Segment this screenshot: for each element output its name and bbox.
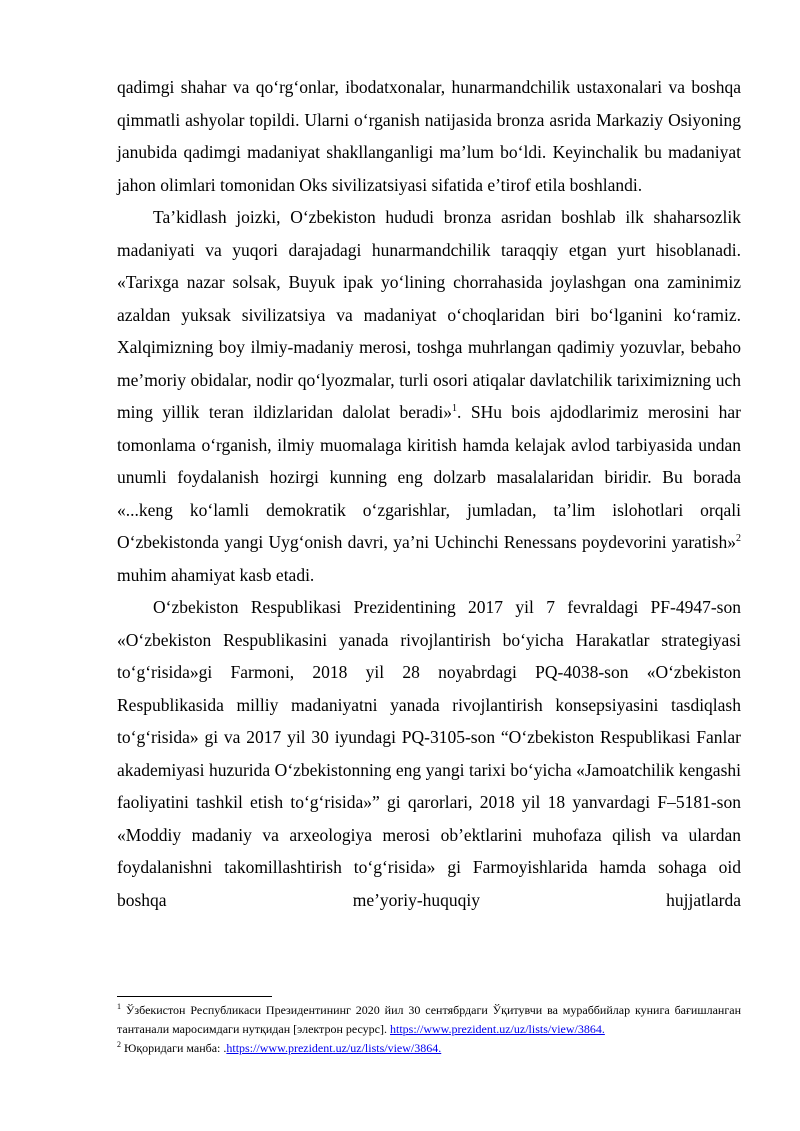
- paragraph-3: [117, 591, 741, 916]
- footnote-2-link[interactable]: https://www.prezident.uz/uz/lists/view/3864.: [226, 1041, 442, 1055]
- footnotes: [117, 1001, 741, 1058]
- footnote-1-link[interactable]: https://www.prezident.uz/uz/lists/view/3864.: [390, 1022, 605, 1036]
- footnote-2: [117, 1039, 741, 1058]
- footnote-2-text: Юқоридаги манба: .: [121, 1041, 227, 1055]
- body-text: [117, 71, 741, 916]
- footnote-ref-2[interactable]: 2: [736, 533, 741, 545]
- paragraph-2-text-c: muhim ahamiyat kasb etadi.: [117, 564, 315, 585]
- paragraph-1-text: qadimgi shahar va qo‘rg‘onlar, ibodatxonalar, hunarmandchilik ustaxonalari va boshqa qimmatli ashyolar topildi. Ularni o‘rganish natijasida bronza asrida Markaziy Osiyoning janubida qadimgi madaniyat shakllanganligi ma’lum bo‘ldi. Keyinchalik bu madaniyat jahon olimlari tomonidan Oks sivilizatsiyasi sifatida e’tirof etila boshlandi.: [117, 77, 741, 195]
- footnote-ref-1[interactable]: 1: [452, 403, 457, 415]
- footnote-1-marker: 1: [117, 1002, 121, 1011]
- paragraph-2: [117, 201, 741, 591]
- footnote-1: [117, 1001, 741, 1039]
- paragraph-3-text: O‘zbekiston Respublikasi Prezidentining 2017 yil 7 fevraldagi PF-4947-son «O‘zbekiston Respublikasini yanada rivojlantirish bo‘yicha Harakatlar strategiyasi to‘g‘risida»gi Farmoni, 2018 yil 28 noyabrdagi PQ-4038-son «O‘zbekiston Respublikasida milliy madaniyatni yanada rivojlantirish konsepsiyasini tasdiqlash to‘g‘risida» gi va 2017 yil 30 iyundagi PQ-3105-son “O‘zbekiston Respublikasi Fanlar akademiyasi huzurida O‘zbekistonning eng yangi tarixi bo‘yicha «Jamoatchilik kengashi faoliyatini tashkil etish to‘g‘risida»” gi qarorlari, 2018 yil 18 yanvardagi F–5181-son «Moddiy madaniy va arxeologiya merosi ob’ektlarini muhofaza qilish va ulardan foydalanishni takomillashtirish to‘g‘risida» gi Farmoyishlarida hamda sohaga oid boshqa me’yoriy-huquqiy hujjatlarda: [117, 597, 741, 910]
- footnote-1-text: Ўзбекистон Республикаси Президентининг 2020 йил 30 сентябрдаги Ўқитувчи ва мураббийлар кунига бағишланган тантанали маросимдаги нутқидан [электрон ресурс].: [117, 1003, 741, 1036]
- paragraph-1: [117, 71, 741, 201]
- paragraph-2-text-b: . SHu bois ajdodlarimiz merosini har tomonlama o‘rganish, ilmiy muomalaga kiritish hamda kelajak avlod tarbiyasida undan unumli foydalanish hozirgi kunning eng dolzarb masalalaridan biridir. Bu borada «...keng ko‘lamli demokratik o‘zgarishlar, jumladan, ta’lim islohotlari orqali O‘zbekistonda yangi Uyg‘onish davri, ya’ni Uchinchi Renessans poydevorini yaratish»: [117, 402, 741, 552]
- footnote-2-marker: 2: [117, 1040, 121, 1049]
- paragraph-2-text-a: Ta’kidlash joizki, O‘zbekiston hududi bronza asridan boshlab ilk shaharsozlik madaniyati va yuqori darajadagi hunarmandchilik taraqqiy etgan yurt hisoblanadi. «Tarixga nazar solsak, Buyuk ipak yo‘lining chorrahasida joylashgan ona zaminimiz azaldan yuksak sivilizatsiya va madaniyat o‘choqlaridan biri bo‘lganini ko‘ramiz. Xalqimizning boy ilmiy-madaniy merosi, toshga muhrlangan qadimiy yozuvlar, bebaho me’moriy obidalar, nodir qo‘lyozmalar, turli osori atiqalar davlatchilik tariximizning uch ming yillik teran ildizlaridan dalolat beradi»: [117, 207, 741, 422]
- footnote-separator: [117, 996, 272, 997]
